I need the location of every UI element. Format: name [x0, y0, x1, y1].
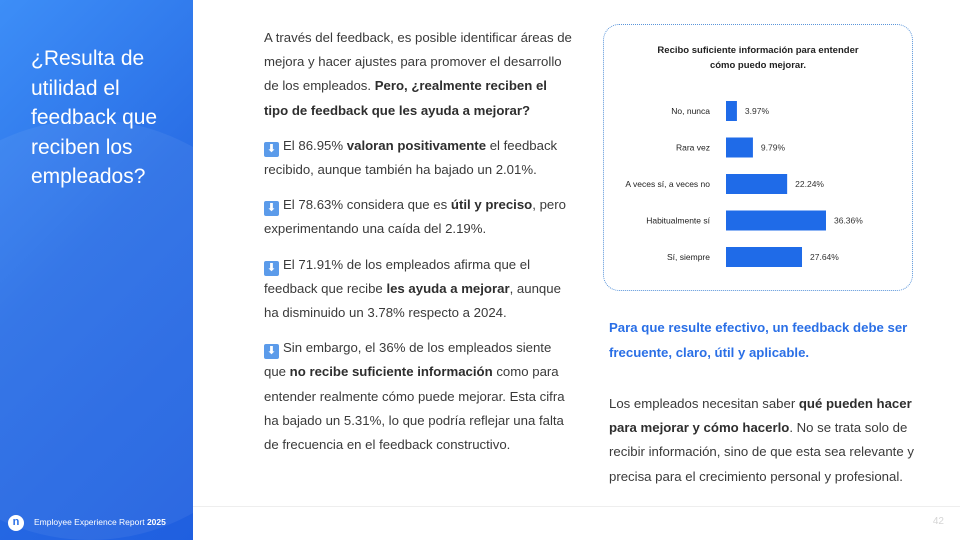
- bullet3-text-c: , aunque ha disminuido un 3.78% respecto a 2024.: [264, 280, 561, 321]
- footer-divider: [193, 506, 960, 507]
- bar: [726, 174, 787, 194]
- footer-report-label: [34, 517, 166, 527]
- right-para-text-c: . No se trata solo de recibir información, sino de que esta sea relevante y precisa para el crecimiento personal y profesional.: [609, 420, 914, 484]
- value-label: 22.24%: [795, 179, 825, 189]
- bullet4-text-a: Sin embargo, el 36% de los empleados siente que: [264, 340, 552, 380]
- sidebar-footer: [0, 506, 193, 540]
- bullet-insufficient-info: [264, 336, 574, 457]
- category-label: Sí, siempre: [667, 252, 710, 262]
- down-arrow-icon: ⬇: [264, 142, 279, 157]
- bullet1-text-c: el feedback recibido, aunque también ha bajado un 2.01%.: [264, 137, 558, 178]
- intro-paragraph: [264, 26, 574, 123]
- bullet1-text-a: El 86.95%: [283, 137, 347, 153]
- bar: [726, 211, 826, 231]
- bullet-useful-precise: [264, 193, 574, 241]
- chart-title-line1: Recibo suficiente información para entender: [657, 45, 859, 56]
- chart-card: [603, 24, 913, 291]
- sidebar-panel: [0, 0, 193, 540]
- bullet2-bold: útil y preciso: [450, 197, 533, 213]
- value-label: 3.97%: [744, 106, 770, 116]
- down-arrow-icon: ⬇: [264, 201, 279, 216]
- page-number: 42: [932, 516, 944, 527]
- chart-title-line2: cómo puedo mejorar.: [709, 60, 807, 71]
- brand-logo-icon: n: [8, 515, 24, 531]
- down-arrow-icon: ⬇: [264, 344, 279, 359]
- bullet1-bold: valoran positivamente: [346, 137, 487, 153]
- value-label: 36.36%: [833, 215, 863, 226]
- bullet4-text-c: como para entender realmente cómo puede mejorar. Esta cifra ha bajado un 5.31%, lo que podría reflejar una falta de frecuencia en el feedback constructivo.: [264, 364, 565, 453]
- right-para-bold: qué pueden hacer para mejorar y cómo hacerlo: [609, 396, 912, 436]
- category-label: A veces sí, a veces no: [625, 179, 710, 189]
- category-label: Rara vez: [675, 142, 710, 153]
- main-text-column: [264, 26, 574, 468]
- intro-question: Pero, ¿realmente reciben el tipo de feedback que les ayuda a mejorar?: [264, 78, 547, 118]
- bullet2-text-a: El 78.63% considera que es: [283, 197, 451, 213]
- footer-report-name: Employee Experience Report: [34, 517, 145, 527]
- category-label: No, nunca: [671, 106, 710, 116]
- right-para-text-a: Los empleados necesitan saber: [609, 396, 799, 411]
- bar: [726, 138, 753, 158]
- value-label: 9.79%: [760, 142, 786, 153]
- bar: [726, 247, 802, 267]
- bar-chart: [604, 25, 914, 292]
- down-arrow-icon: ⬇: [264, 261, 279, 276]
- bullet-helps-improve: [264, 253, 574, 326]
- category-label: Habitualmente sí: [646, 215, 710, 226]
- value-label: 27.64%: [810, 252, 839, 262]
- intro-text: A través del feedback, es posible identificar áreas de mejora y hacer ajustes para promover el desarrollo de los empleados.: [264, 30, 572, 94]
- bullet4-bold: no recibe suficiente información: [289, 364, 493, 380]
- page-title: ¿Resulta de utilidad el feedback que reciben los empleados?: [31, 47, 158, 188]
- bullet3-text-a: El 71.91% de los empleados afirma que el feedback que recibe: [264, 256, 531, 296]
- bullet2-text-c: , pero experimentando una caída del 2.19%.: [264, 197, 566, 237]
- bullet-positive-valuation: [264, 134, 574, 182]
- key-takeaway: Para que resulte efectivo, un feedback debe ser frecuente, claro, útil y aplicable.: [609, 320, 908, 360]
- right-paragraph: [609, 392, 914, 489]
- bar: [726, 101, 737, 121]
- bullet3-bold: les ayuda a mejorar: [386, 280, 510, 296]
- footer-report-year: 2025: [146, 517, 166, 527]
